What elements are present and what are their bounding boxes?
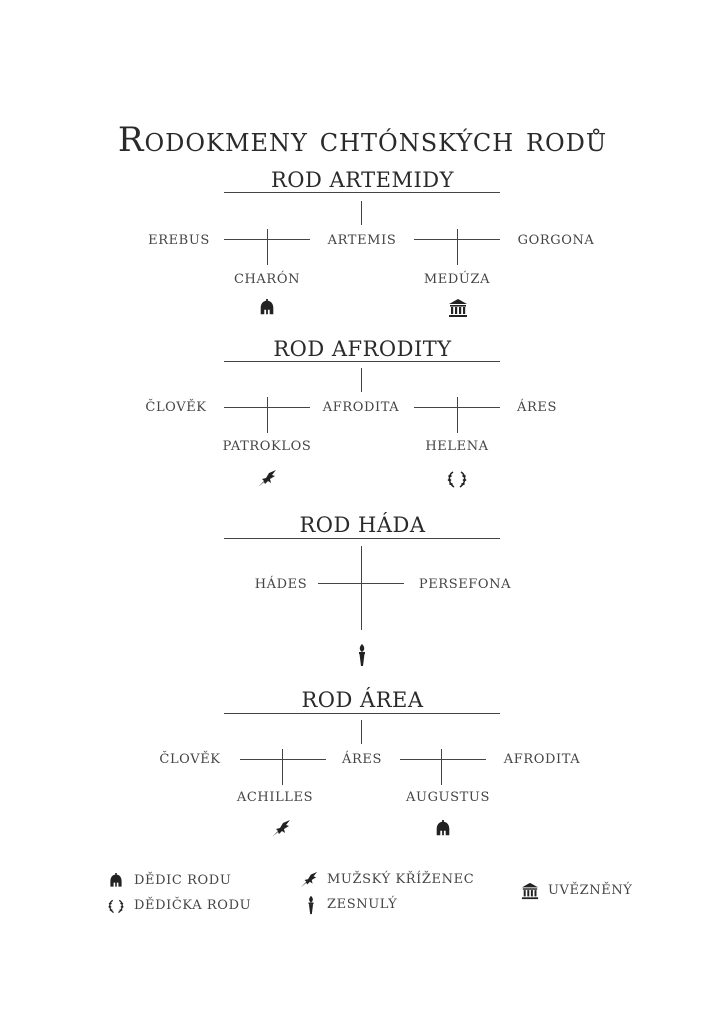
helmet-icon <box>434 819 452 839</box>
section-title: ROD ÁREA <box>301 688 424 712</box>
parent-right: AFRODITA <box>503 752 581 767</box>
child-right: MEDÚZA <box>423 272 491 287</box>
title-underline <box>224 192 500 193</box>
section-title: ROD ARTEMIDY <box>271 168 454 192</box>
parent-left: EREBUS <box>148 233 210 248</box>
child-right: HELENA <box>425 439 489 454</box>
title-underline <box>224 361 500 362</box>
pegasus-icon <box>299 871 319 889</box>
title-underline <box>224 713 500 714</box>
helmet-icon <box>258 298 276 318</box>
descent-line-left <box>267 229 268 265</box>
pegasus-icon <box>256 469 278 489</box>
laurel-icon <box>446 469 468 489</box>
legend-heir-label: DĚDIC RODU <box>134 873 232 888</box>
helmet-icon <box>108 872 124 890</box>
descent-line-left <box>267 397 268 433</box>
laurel-icon <box>107 897 125 915</box>
parent-right: ÁRES <box>517 400 557 415</box>
descent-line-right <box>457 397 458 433</box>
marriage-line-right <box>400 759 486 760</box>
title-underline <box>224 538 500 539</box>
legend-deceased-label: ZESNULÝ <box>327 897 398 912</box>
connector-line <box>361 720 362 744</box>
parent-center: ARTEMIS <box>327 233 397 248</box>
parent-left: HÁDES <box>254 577 308 592</box>
marriage-line-left <box>240 759 326 760</box>
marriage-line <box>318 583 404 584</box>
child-left: CHARÓN <box>233 272 301 287</box>
child-left: PATROKLOS <box>222 439 312 454</box>
temple-icon <box>448 298 468 318</box>
section-title: ROD HÁDA <box>299 513 426 537</box>
child-right: AUGUSTUS <box>406 790 490 805</box>
legend-hybrid-label: MUŽSKÝ KŘÍŽENEC <box>327 872 475 887</box>
parent-left: ČLOVĚK <box>159 752 221 767</box>
parent-right: GORGONA <box>517 233 595 248</box>
legend-imprisoned-label: UVĚZNĚNÝ <box>548 883 633 898</box>
child-left: ACHILLES <box>236 790 314 805</box>
page-title: Rodokmeny chtónských rodů <box>117 120 608 160</box>
descent-line-right <box>441 749 442 785</box>
parent-center: ÁRES <box>342 752 382 767</box>
parent-left: ČLOVĚK <box>145 400 207 415</box>
connector-line <box>361 368 362 392</box>
descent-line <box>361 546 362 630</box>
torch-icon <box>306 895 316 915</box>
torch-icon <box>356 643 368 667</box>
descent-line-left <box>282 749 283 785</box>
descent-line-right <box>457 229 458 265</box>
temple-icon <box>521 882 539 900</box>
legend-heiress-label: DĚDIČKA RODU <box>134 898 252 913</box>
connector-line <box>361 201 362 225</box>
section-title: ROD AFRODITY <box>273 337 452 361</box>
parent-center: AFRODITA <box>322 400 400 415</box>
parent-right: PERSEFONA <box>418 577 512 592</box>
pegasus-icon <box>270 819 292 839</box>
